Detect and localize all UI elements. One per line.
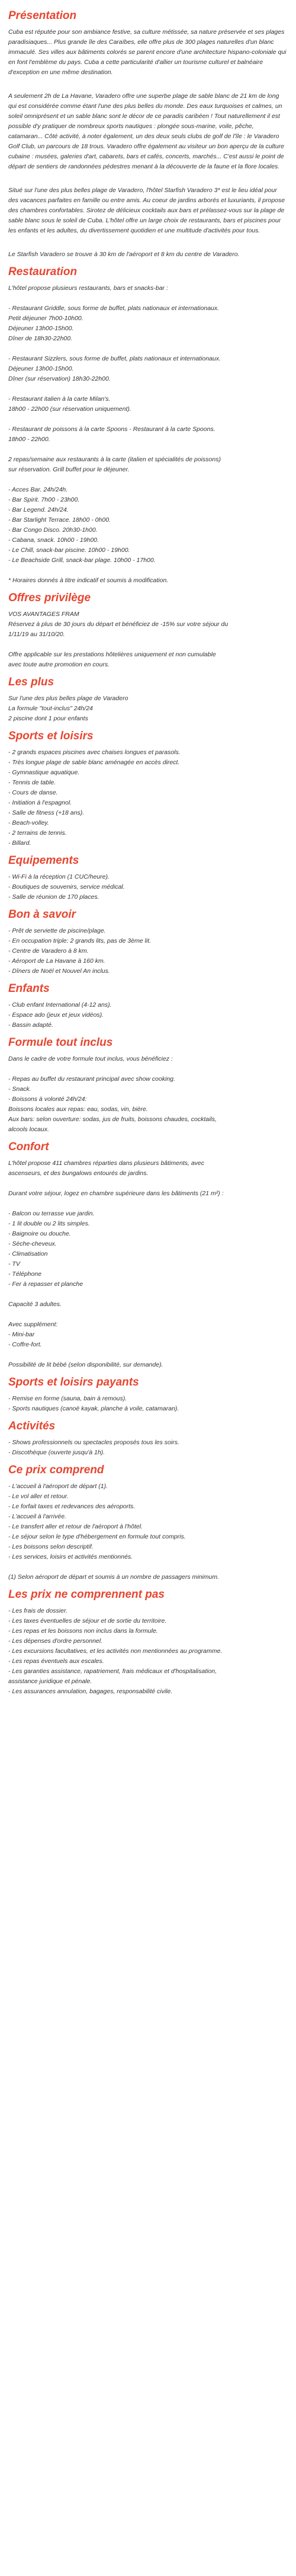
- text-line: 2 repas/semaine aux restaurants à la carte (italien et spécialités de poissons): [8, 456, 221, 463]
- text-block: [8, 748, 288, 848]
- section-title: Les plus: [8, 676, 54, 688]
- section-title: Ce prix comprend: [8, 1464, 104, 1476]
- text-line: - Restaurant de poissons à la carte Spoons - Restaurant à la carte Spoons.: [8, 426, 215, 433]
- text-line: Sur l'une des plus belles plage de Varadero: [8, 695, 128, 702]
- text-line: - Les taxes éventuelles de séjour et de sortie du territoire.: [8, 1617, 167, 1624]
- text-line: VOS AVANTAGES FRAM: [8, 611, 79, 618]
- text-line: 18h00 - 22h00 (sur réservation uniquement).: [8, 406, 131, 413]
- section-title: Bon à savoir: [8, 908, 76, 921]
- section-title: Sports et loisirs payants: [8, 1376, 139, 1388]
- text-line: - Dîners de Noël et Nouvel An inclus.: [8, 968, 110, 975]
- section-bon-a-savoir: [8, 908, 288, 976]
- text-line: - Les boissons selon descriptif.: [8, 1543, 94, 1550]
- text-block: [8, 1300, 288, 1310]
- text-line: - Snack.: [8, 1086, 31, 1093]
- text-line: Petit déjeuner 7h00-10h00.: [8, 315, 83, 322]
- paragraph: Le Starfish Varadero se trouve à 30 km de l'aéroport et 8 km du centre de Varadero.: [8, 251, 240, 258]
- text-line: 1/11/19 au 31/10/20.: [8, 631, 65, 638]
- text-block: [8, 1394, 288, 1414]
- text-line: - Le Chill, snack-bar piscine. 10h00 - 19h00.: [8, 547, 130, 554]
- text-line: - Boutiques de souvenirs, service médical.: [8, 883, 125, 890]
- paragraph: Situé sur l'une des plus belles plage de Varadero, l'hôtel Starfish Varadero 3* est le lieu idéal pour des vacances parfaites en famille ou entre amis. Au coeur de jardins arborés et luxuriants, il propose des chambres confortables. Sirotez de délicieux cocktails aux bars et prélassez-vous sur la plage de sable blanc sous le soleil de Cuba. L'hôtel offre un large choix de restaurants, bars et piscines pour les enfants et les adultes, du divertissement quotidien et une multitude d'activités pour tous.: [8, 187, 285, 234]
- text-line: - Shows professionnels ou spectacles proposés tous les soirs.: [8, 1439, 179, 1446]
- text-line: - Le séjour selon le type d'hébergement en formule tout compris.: [8, 1533, 186, 1540]
- text-line: L'hôtel propose plusieurs restaurants, bars et snacks-bar :: [8, 285, 168, 292]
- text-line: Déjeuner 13h00-15h00.: [8, 365, 74, 372]
- text-line: - 1 lit double ou 2 lits simples.: [8, 1220, 90, 1227]
- section-restauration: [8, 266, 288, 586]
- text-line: - Billard.: [8, 839, 31, 847]
- text-line: - Les excursions facultatives, et les activités non mentionnées au programme.: [8, 1648, 223, 1655]
- section-confort: [8, 1141, 288, 1370]
- text-line: - Remise en forme (sauna, bain à remous).: [8, 1395, 127, 1402]
- text-line: alcools locaux.: [8, 1126, 49, 1133]
- text-line: - 2 terrains de tennis.: [8, 829, 67, 837]
- text-block: [8, 1320, 288, 1350]
- text-block: [8, 1482, 288, 1562]
- section-equipements: [8, 854, 288, 902]
- text-line: - Le transfert aller et retour de l'aéroport à l'hôtel.: [8, 1523, 143, 1530]
- text-line: - Initiation à l'espagnol.: [8, 799, 72, 806]
- section-title: Sports et loisirs: [8, 730, 94, 742]
- text-line: 2 piscine dont 1 pour enfants: [8, 715, 88, 722]
- text-line: ascenseurs, et des bungalows entourés de jardins.: [8, 1170, 149, 1177]
- text-line: - L'accueil à l'aéroport de départ (1).: [8, 1483, 108, 1490]
- text-line: - 2 grands espaces piscines avec chaises longues et parasols.: [8, 749, 181, 756]
- text-line: - Centre de Varadero à 8 km.: [8, 947, 89, 955]
- text-block: [8, 1074, 288, 1135]
- text-block: [8, 1158, 288, 1179]
- text-line: - Bar Congo Disco. 20h30-1h00.: [8, 526, 98, 534]
- text-block: [8, 283, 288, 293]
- text-line: - Les services, loisirs et activités mentionnés.: [8, 1553, 133, 1560]
- text-block: [8, 455, 288, 475]
- section-title: Formule tout inclus: [8, 1036, 113, 1049]
- section-offres: [8, 592, 288, 670]
- text-line: Dîner (sur réservation) 18h30-22h00.: [8, 375, 111, 382]
- section-title: Enfants: [8, 982, 50, 995]
- text-block: [8, 424, 288, 445]
- text-line: - Mini-bar: [8, 1331, 35, 1338]
- text-line: - Aéroport de La Havane à 160 km.: [8, 957, 105, 965]
- text-block: [8, 354, 288, 384]
- text-block: [8, 1054, 288, 1064]
- text-line: - Cabana, snack. 10h00 - 19h00.: [8, 537, 99, 544]
- text-line: - Tennis de table.: [8, 779, 56, 786]
- text-line: - Sports nautiques (canoë kayak, planche à voile, catamaran).: [8, 1405, 179, 1412]
- text-line: - Le forfait taxes et redevances des aéroports.: [8, 1503, 136, 1510]
- text-block: [8, 394, 288, 414]
- paragraph: A seulement 2h de La Havane, Varadero offre une superbe plage de sable blanc de 21 km de long qui est considérée comme étant l'une des plus belles du monde. Des eaux turquoises et calmes, un soleil omniprésent et un sable blanc sont le décor de ce paradis caribéen ! Tout naturellement il est possible d'y pratiquer de nombreux sports nautiques : plongée sous-marine, voile, pêche, catamaran... Côté activité, à noter également, un des deux seuls clubs de golf de l'île : le Varadero Golf Club, un parcours de 18 trous. Varadero offre également au visiteur un bon aperçu de la culture cubaine : musées, galeries d'art, cabarets, bars et cafés, concerts, marchés... C'est aussi le point de départ de sentiers de randonnées pédestres menant à la découverte de la faune et la flore locales.: [8, 92, 284, 170]
- section-plus: [8, 676, 288, 724]
- text-line: Durant votre séjour, logez en chambre supérieure dans les bâtiments (21 m²) :: [8, 1190, 224, 1197]
- text-line: Boissons locales aux repas: eau, sodas, vin, bière.: [8, 1106, 148, 1113]
- section-sports: [8, 730, 288, 848]
- text-line: - L'accueil à l'arrivée.: [8, 1513, 66, 1520]
- text-line: - Restaurant Griddle, sous forme de buffet, plats nationaux et internationaux.: [8, 305, 220, 312]
- text-line: - Les frais de dossier.: [8, 1607, 67, 1614]
- text-line: - Bar Starlight Terrace. 18h00 - 0h00.: [8, 516, 111, 524]
- section-title: Equipements: [8, 854, 79, 867]
- text-block: [8, 304, 288, 344]
- text-line: - Téléphone: [8, 1271, 42, 1278]
- paragraph: Cuba est réputée pour son ambiance festive, sa culture métissée, sa nature préservée et ses plages paradisiaques... Plus grande île des Caraïbes, elle offre plus de 300 plages naturelles d'un blanc immaculé. Ses villes aux bâtiments colorés se parent encore d'une architecture hispano-coloniale qui en font l'emblème du pays. Cuba a cette particularité d'allier un tourisme culturel et balnéaire d'exception en une même destination.: [8, 28, 287, 76]
- text-line: - Balcon ou terrasse vue jardin.: [8, 1210, 95, 1217]
- text-line: - Les repas et les boissons non inclus dans la formule.: [8, 1627, 158, 1635]
- text-block: [8, 1000, 288, 1030]
- section-enfants: [8, 982, 288, 1030]
- text-line: L'hôtel propose 411 chambres réparties dans plusieurs bâtiments, avec: [8, 1160, 204, 1167]
- text-line: - Le Beachside Grill, snack-bar plage. 10h00 - 17h00.: [8, 557, 156, 564]
- section-title: Activités: [8, 1420, 56, 1432]
- section-payants: [8, 1376, 288, 1414]
- text-line: - Restaurant Sizzlers, sous forme de buffet, plats nationaux et internationaux.: [8, 355, 221, 362]
- text-block: [8, 1438, 288, 1458]
- text-line: - Acces Bar. 24h/24h.: [8, 486, 68, 493]
- text-line: Offre applicable sur les prestations hôtelières uniquement et non cumulable: [8, 651, 216, 658]
- text-line: Possibilité de lit bébé (selon disponibilité, sur demande).: [8, 1361, 163, 1368]
- text-line: - Wi-Fi à la réception (1 CUC/heure).: [8, 873, 110, 880]
- text-line: Aux bars: selon ouverture: sodas, jus de fruits, boissons chaudes, cocktails,: [8, 1116, 217, 1123]
- text-line: - Discothèque (ouverte jusqu'à 1h).: [8, 1449, 105, 1456]
- text-line: avec toute autre promotion en cours.: [8, 661, 110, 668]
- text-line: - Fer à repasser et planche: [8, 1281, 83, 1288]
- section-title: Présentation: [8, 9, 77, 22]
- section-title: Restauration: [8, 266, 78, 278]
- text-line: - Cours de danse.: [8, 789, 58, 796]
- text-line: - Les garanties assistance, rapatriement, frais médicaux et d'hospitalisation,: [8, 1668, 217, 1675]
- text-block: [8, 926, 288, 976]
- section-presentation: [8, 9, 288, 260]
- text-line: - En occupation triple: 2 grands lits, pas de 3ème lit.: [8, 937, 152, 944]
- text-line: * Horaires donnés à titre indicatif et soumis à modification.: [8, 577, 169, 584]
- text-line: Dans le cadre de votre formule tout inclus, vous bénéficiez :: [8, 1055, 173, 1062]
- text-line: - Salle de fitness (+18 ans).: [8, 809, 85, 816]
- text-line: - Baignoire ou douche.: [8, 1230, 71, 1237]
- text-line: - Espace ado (jeux et jeux vidéos).: [8, 1011, 104, 1019]
- text-line: Dîner de 18h30-22h00.: [8, 335, 72, 342]
- text-line: - Climatisation: [8, 1250, 48, 1257]
- text-line: - Bassin adapté.: [8, 1022, 53, 1029]
- text-line: - Bar Legend. 24h/24.: [8, 506, 69, 513]
- text-line: - Boissons à volonté 24h/24:: [8, 1096, 87, 1103]
- text-line: assistance juridique et pénale.: [8, 1678, 92, 1685]
- section-title: Offres privilège: [8, 592, 91, 604]
- section-title: Confort: [8, 1141, 49, 1153]
- text-line: - Restaurant italien à la carte Milan's.: [8, 395, 111, 403]
- section-activites: [8, 1420, 288, 1458]
- text-line: Avec supplément:: [8, 1321, 58, 1328]
- text-line: - Gymnastique aquatique.: [8, 769, 80, 776]
- text-line: - Bar Spirit. 7h00 - 23h00.: [8, 496, 80, 503]
- text-line: (1) Selon aéroport de départ et soumis à un nombre de passagers minimum.: [8, 1573, 220, 1581]
- text-line: - Prêt de serviette de piscine/plage.: [8, 927, 106, 934]
- text-block: [8, 1572, 288, 1582]
- text-block: [8, 650, 288, 670]
- text-block: [8, 694, 288, 724]
- text-line: 18h00 - 22h00.: [8, 436, 50, 443]
- text-block: [8, 872, 288, 902]
- text-block: [8, 1360, 288, 1370]
- text-line: - Beach-volley.: [8, 819, 49, 826]
- section-comprend: [8, 1464, 288, 1582]
- text-line: - Les repas éventuels aux escales.: [8, 1658, 104, 1665]
- text-line: - Coffre-fort.: [8, 1341, 42, 1348]
- text-line: Capacité 3 adultes.: [8, 1301, 62, 1308]
- text-line: - Les assurances annulation, bagages, responsabilité civile.: [8, 1688, 173, 1695]
- text-line: Déjeuner 13h00-15h00.: [8, 325, 74, 332]
- text-block: [8, 1209, 288, 1289]
- text-line: - TV: [8, 1260, 20, 1268]
- text-line: - Sèche-cheveux.: [8, 1240, 57, 1247]
- text-line: - Le vol aller et retour.: [8, 1493, 69, 1500]
- text-line: sur réservation. Grill buffet pour le déjeuner.: [8, 466, 130, 473]
- text-line: - Repas au buffet du restaurant principal avec show cooking.: [8, 1075, 175, 1083]
- text-block: [8, 1606, 288, 1697]
- text-line: - Club enfant International (4-12 ans).: [8, 1001, 112, 1008]
- text-line: - Très longue plage de sable blanc aménagée en accès direct.: [8, 759, 180, 766]
- text-block: [8, 609, 288, 640]
- text-block: [8, 1189, 288, 1199]
- section-ne-comprend-pas: [8, 1588, 288, 1697]
- text-block: [8, 485, 288, 566]
- text-line: Réservez à plus de 30 jours du départ et bénéficiez de -15% sur votre séjour du: [8, 621, 229, 628]
- section-title: Les prix ne comprennent pas: [8, 1588, 165, 1601]
- section-formule: [8, 1036, 288, 1135]
- text-line: - Salle de réunion de 170 places.: [8, 893, 99, 901]
- text-line: - Les dépenses d'ordre personnel.: [8, 1637, 103, 1645]
- text-block: [8, 576, 288, 586]
- text-line: La formule "tout-inclus" 24h/24: [8, 705, 93, 712]
